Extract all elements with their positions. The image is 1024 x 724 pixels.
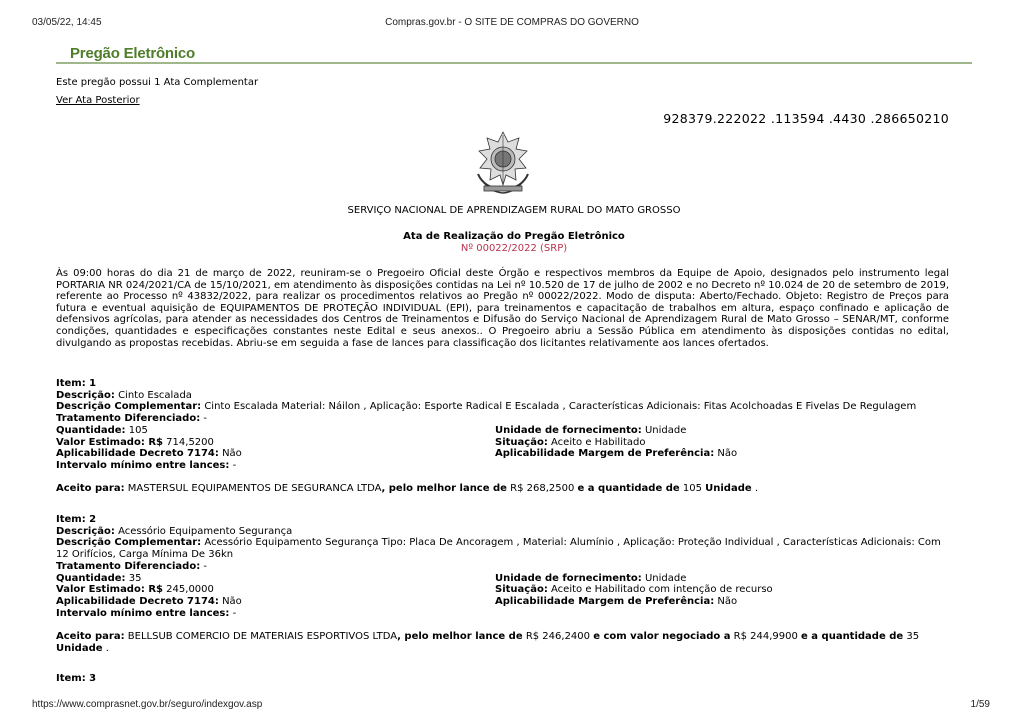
intro-paragraph: Às 09:00 horas do dia 21 de março de 2022, reuniram-se o Pregoeiro Oficial deste Órgão e respectivos membros da Equipe de Apoio, designados pelo instrumento legal PORTARIA NR 024/2021/CA de 15/10/2021, em atendimento às disposições contidas na Lei nº 10.520 de 17 de julho de 2002 e no Decreto nº 10.024 de 20 de setembro de 2019, referente ao Processo nº 43832/2022, para realizar os procedimentos relativos ao Pregão nº 00022/2022. Modo de disputa: Aberto/Fechado. Objeto: Registro de Preços para futura e eventual aquisição de EQUIPAMENTOS DE PROTEÇÃO INDIVIDUAL (EPI), para treinamentos e capacitação de trabalhos em altura, espaço confinado e aplicação de defensivos agrícolas, para atender as necessidades dos Centros de Treinamentos e Difusão do Serviço Nacional de Aprendizagem Rural de Mato Grosso – SENAR/MT, conforme condições, quantidades e especificações constantes neste Edital e seus anexos.. O Pregoeiro abriu a Sessão Pública em atendimento às disposições contidas no edital, divulgando as propostas recebidas. Abriu-se em seguida a fase de lances para classificação dos licitantes relativamente aos lances ofertados. [56, 268, 949, 349]
item-block: Item: 1 Descrição: Cinto Escalada Descrição Complementar: Cinto Escalada Material: Náilon , Aplicação: Esporte Radical E Escalada , Características Adicionais: Fitas Acolchoadas E Fivelas De Regulagem Tratamento Diferenciado: - Quantidade: 105 Unidade de fornecimento: Unidade Valor Estimado: R$ 714,5200 Situação: Aceito e Habilitado Aplicabilidade Decreto 7174: Não Aplicabilidade Margem de Preferência: Não Intervalo mínimo entre lances: - Aceito para: MASTERSUL EQUIPAMENTOS DE SEGURANCA LTDA, pelo melhor lance de R$ 268,2500 e a quantidade de 105 Unidade . [56, 378, 956, 495]
print-page-count: 1/59 [970, 699, 990, 710]
item-heading: Item: 3 [56, 673, 97, 684]
item-quantity: 105 [128, 424, 148, 436]
document-code: 928379.222022 .113594 .4430 .286650210 [663, 111, 949, 126]
ata-title: Ata de Realização do Pregão Eletrônico [403, 231, 625, 242]
item-estimated-value: 714,5200 [166, 436, 214, 448]
complementary-notice: Este pregão possui 1 Ata Complementar [56, 77, 259, 88]
item-description: Acessório Equipamento Segurança [118, 525, 293, 537]
item-estimated-value: 245,0000 [166, 584, 214, 596]
item-heading: Item: 2 [56, 514, 97, 525]
item-award: Aceito para: BELLSUB COMERCIO DE MATERIAIS ESPORTIVOS LTDA, pelo melhor lance de R$ 246,2400 e com valor negociado a R$ 244,9900 e a quantidade de 35 Unidade . [56, 630, 920, 654]
ata-number: Nº 00022/2022 (SRP) [460, 243, 568, 254]
view-next-ata-link[interactable]: Ver Ata Posterior [56, 95, 140, 106]
item-block: Item: 2 Descrição: Acessório Equipamento Segurança Descrição Complementar: Acessório Equipamento Segurança Tipo: Placa De Ancoragem , Material: Alumínio , Aplicação: Proteção Individual , Características Adicionais: Com 12 Orifícios, Carga Mínima De 36kn Tratamento Diferenciado: - Quantidade: 35 Unidade de fornecimento: Unidade Valor Estimado: R$ 245,0000 Situação: Aceito e Habilitado com intenção de recurso Aplicabilidade Decreto 7174: Não Aplicabilidade Margem de Preferência: Não Intervalo mínimo entre lances: - Aceito para: BELLSUB COMERCIO DE MATERIAIS ESPORTIVOS LTDA, pelo melhor lance de R$ 246,2400 e com valor negociado a R$ 244,9900 e a quantidade de 35 Unidade . [56, 514, 956, 654]
title-divider [56, 62, 972, 64]
item-quantity: 35 [128, 572, 142, 584]
organization-name: SERVIÇO NACIONAL DE APRENDIZAGEM RURAL DO MATO GROSSO [347, 205, 681, 216]
print-url: https://www.comprasnet.gov.br/seguro/indexgov.asp [32, 699, 263, 710]
item-complementary-description: Acessório Equipamento Segurança Tipo: Placa De Ancoragem , Material: Alumínio , Aplicação: Proteção Individual , Características Adicionais: Com 12 Orifícios, Carga Mínima De 36kn [56, 537, 941, 561]
page-title: Pregão Eletrônico [70, 45, 195, 62]
print-page-title: Compras.gov.br - O SITE DE COMPRAS DO GOVERNO [385, 17, 639, 28]
winner-name: BELLSUB COMERCIO DE MATERIAIS ESPORTIVOS LTDA [127, 630, 398, 642]
item-complementary-description: Cinto Escalada Material: Náilon , Aplicação: Esporte Radical E Escalada , Características Adicionais: Fitas Acolchoadas E Fivelas De Regulagem [204, 401, 917, 413]
print-datetime: 03/05/22, 14:45 [32, 17, 102, 28]
brazil-coat-of-arms-icon [470, 130, 536, 196]
winner-name: MASTERSUL EQUIPAMENTOS DE SEGURANCA LTDA [127, 483, 382, 495]
item-award: Aceito para: MASTERSUL EQUIPAMENTOS DE SEGURANCA LTDA, pelo melhor lance de R$ 268,2500 e a quantidade de 105 Unidade . [56, 483, 759, 495]
item-heading: Item: 1 [56, 378, 97, 389]
item-block [56, 673, 956, 685]
item-description: Cinto Escalada [118, 389, 192, 401]
item-status: Aceito e Habilitado [551, 436, 646, 448]
item-status: Aceito e Habilitado com intenção de recurso [551, 584, 773, 596]
